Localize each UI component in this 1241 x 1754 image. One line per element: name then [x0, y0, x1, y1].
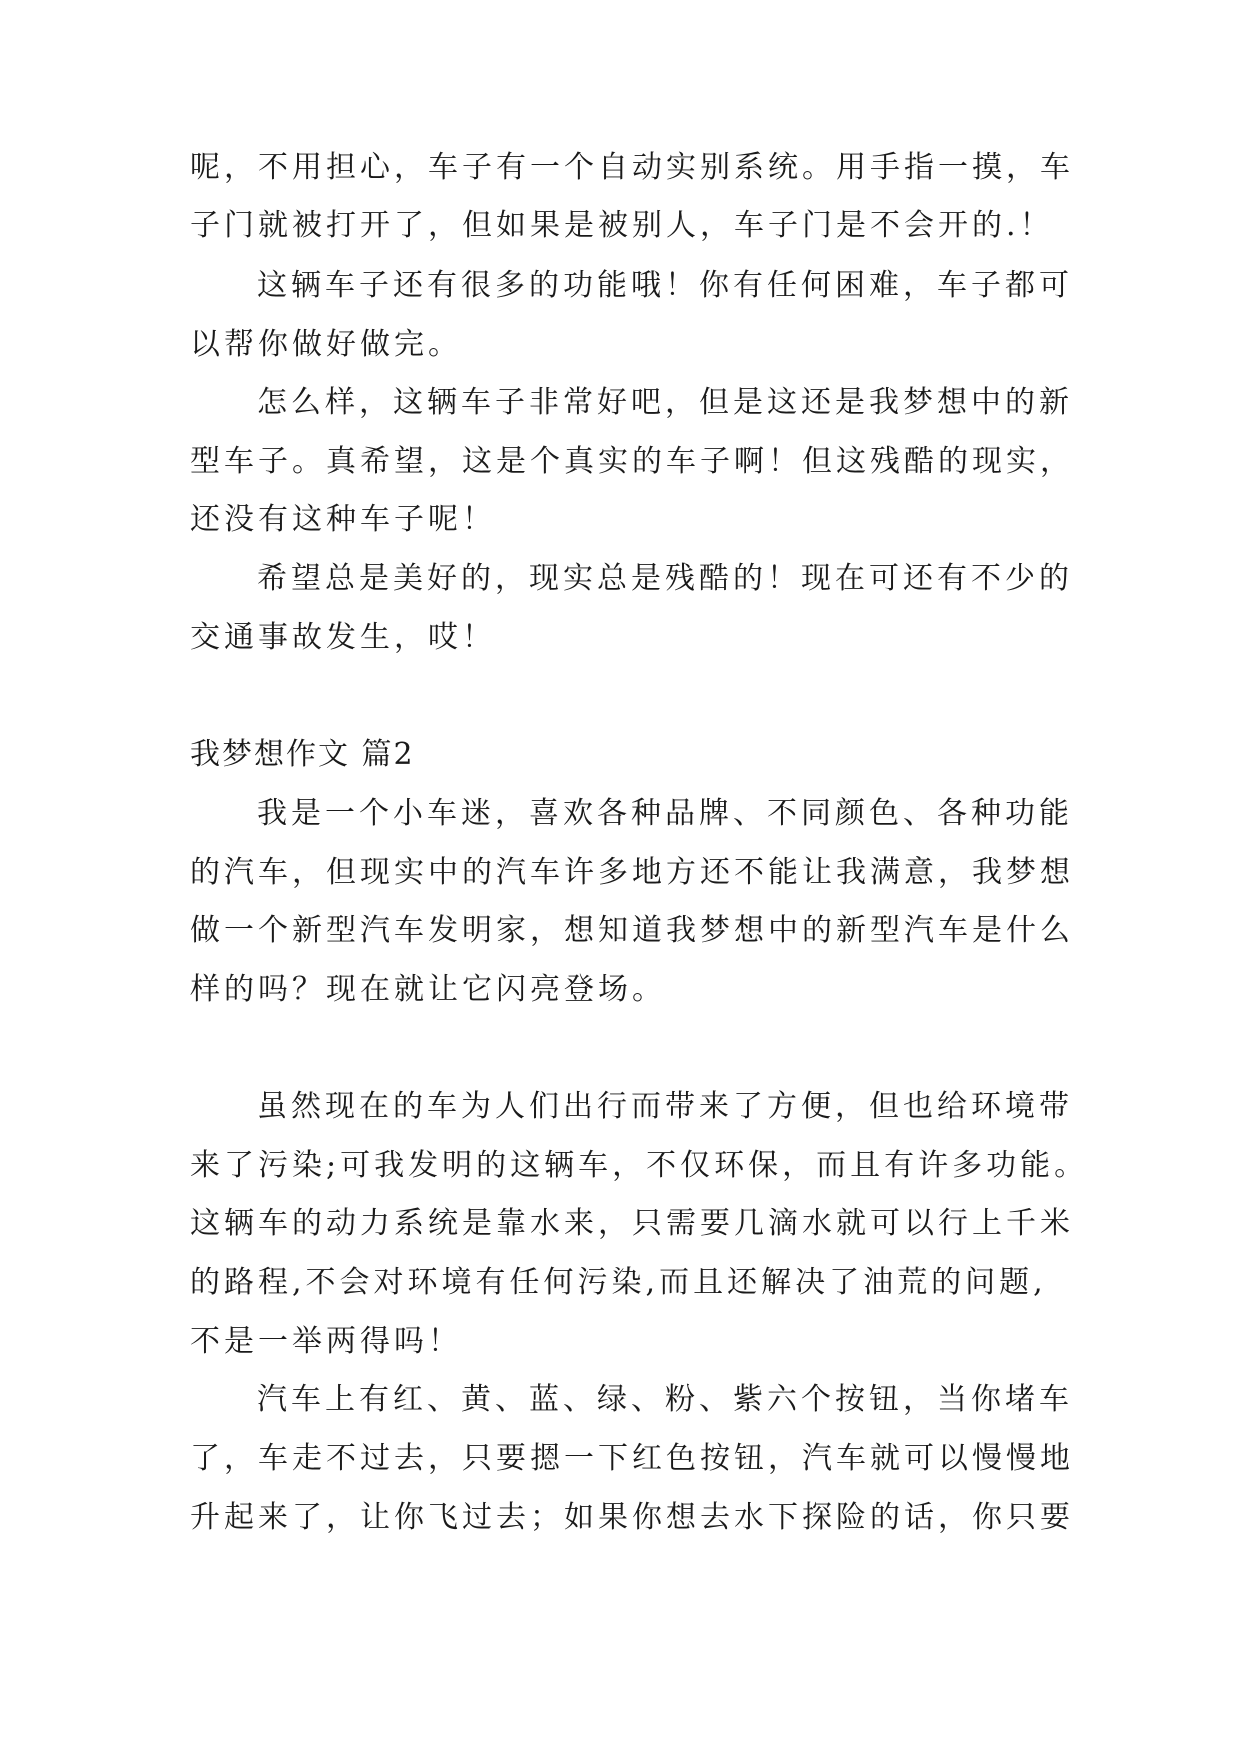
text-line: 还没有这种车子呢！ [190, 502, 496, 537]
text-line: 怎么样，这辆车子非常好吧，但是这还是我梦想中的新 [257, 385, 1073, 420]
text-line: 的路程,不会对环境有任何污染,而且还解决了油荒的问题, [190, 1265, 1047, 1300]
text-line: 升起来了，让你飞过去；如果你想去水下探险的话，你只要 [190, 1500, 1074, 1535]
text-line: 希望总是美好的，现实总是残酷的！现在可还有不少的 [257, 561, 1073, 596]
text-line: 虽然现在的车为人们出行而带来了方便，但也给环境带 [257, 1089, 1073, 1124]
text-line: 型车子。真希望，这是个真实的车子啊！但这残酷的现实， [190, 444, 1074, 479]
text-line: 这辆车子还有很多的功能哦！你有任何困难，车子都可 [257, 268, 1073, 303]
text-line: 了，车走不过去，只要摁一下红色按钮，汽车就可以慢慢地 [190, 1441, 1074, 1476]
text-line: 子门就被打开了，但如果是被别人，车子门是不会开的.！ [190, 208, 1054, 243]
text-line: 以帮你做好做完。 [190, 327, 462, 362]
text-line: 交通事故发生，哎！ [190, 620, 496, 655]
section-heading: 我梦想作文 篇2 [190, 737, 415, 772]
text-line: 的汽车，但现实中的汽车许多地方还不能让我满意，我梦想 [190, 855, 1074, 890]
text-line: 来了污染;可我发明的这辆车，不仅环保，而且有许多功能。 [190, 1148, 1089, 1183]
text-line: 我是一个小车迷，喜欢各种品牌、不同颜色、各种功能 [257, 796, 1073, 831]
text-line: 这辆车的动力系统是靠水来，只需要几滴水就可以行上千米 [190, 1206, 1074, 1241]
text-line: 呢，不用担心，车子有一个自动实别系统。用手指一摸，车 [190, 150, 1074, 185]
text-line: 不是一举两得吗！ [190, 1324, 462, 1359]
text-line: 样的吗？现在就让它闪亮登场。 [190, 972, 666, 1007]
text-line: 汽车上有红、黄、蓝、绿、粉、紫六个按钮，当你堵车 [257, 1382, 1073, 1417]
text-line: 做一个新型汽车发明家，想知道我梦想中的新型汽车是什么 [190, 913, 1074, 948]
